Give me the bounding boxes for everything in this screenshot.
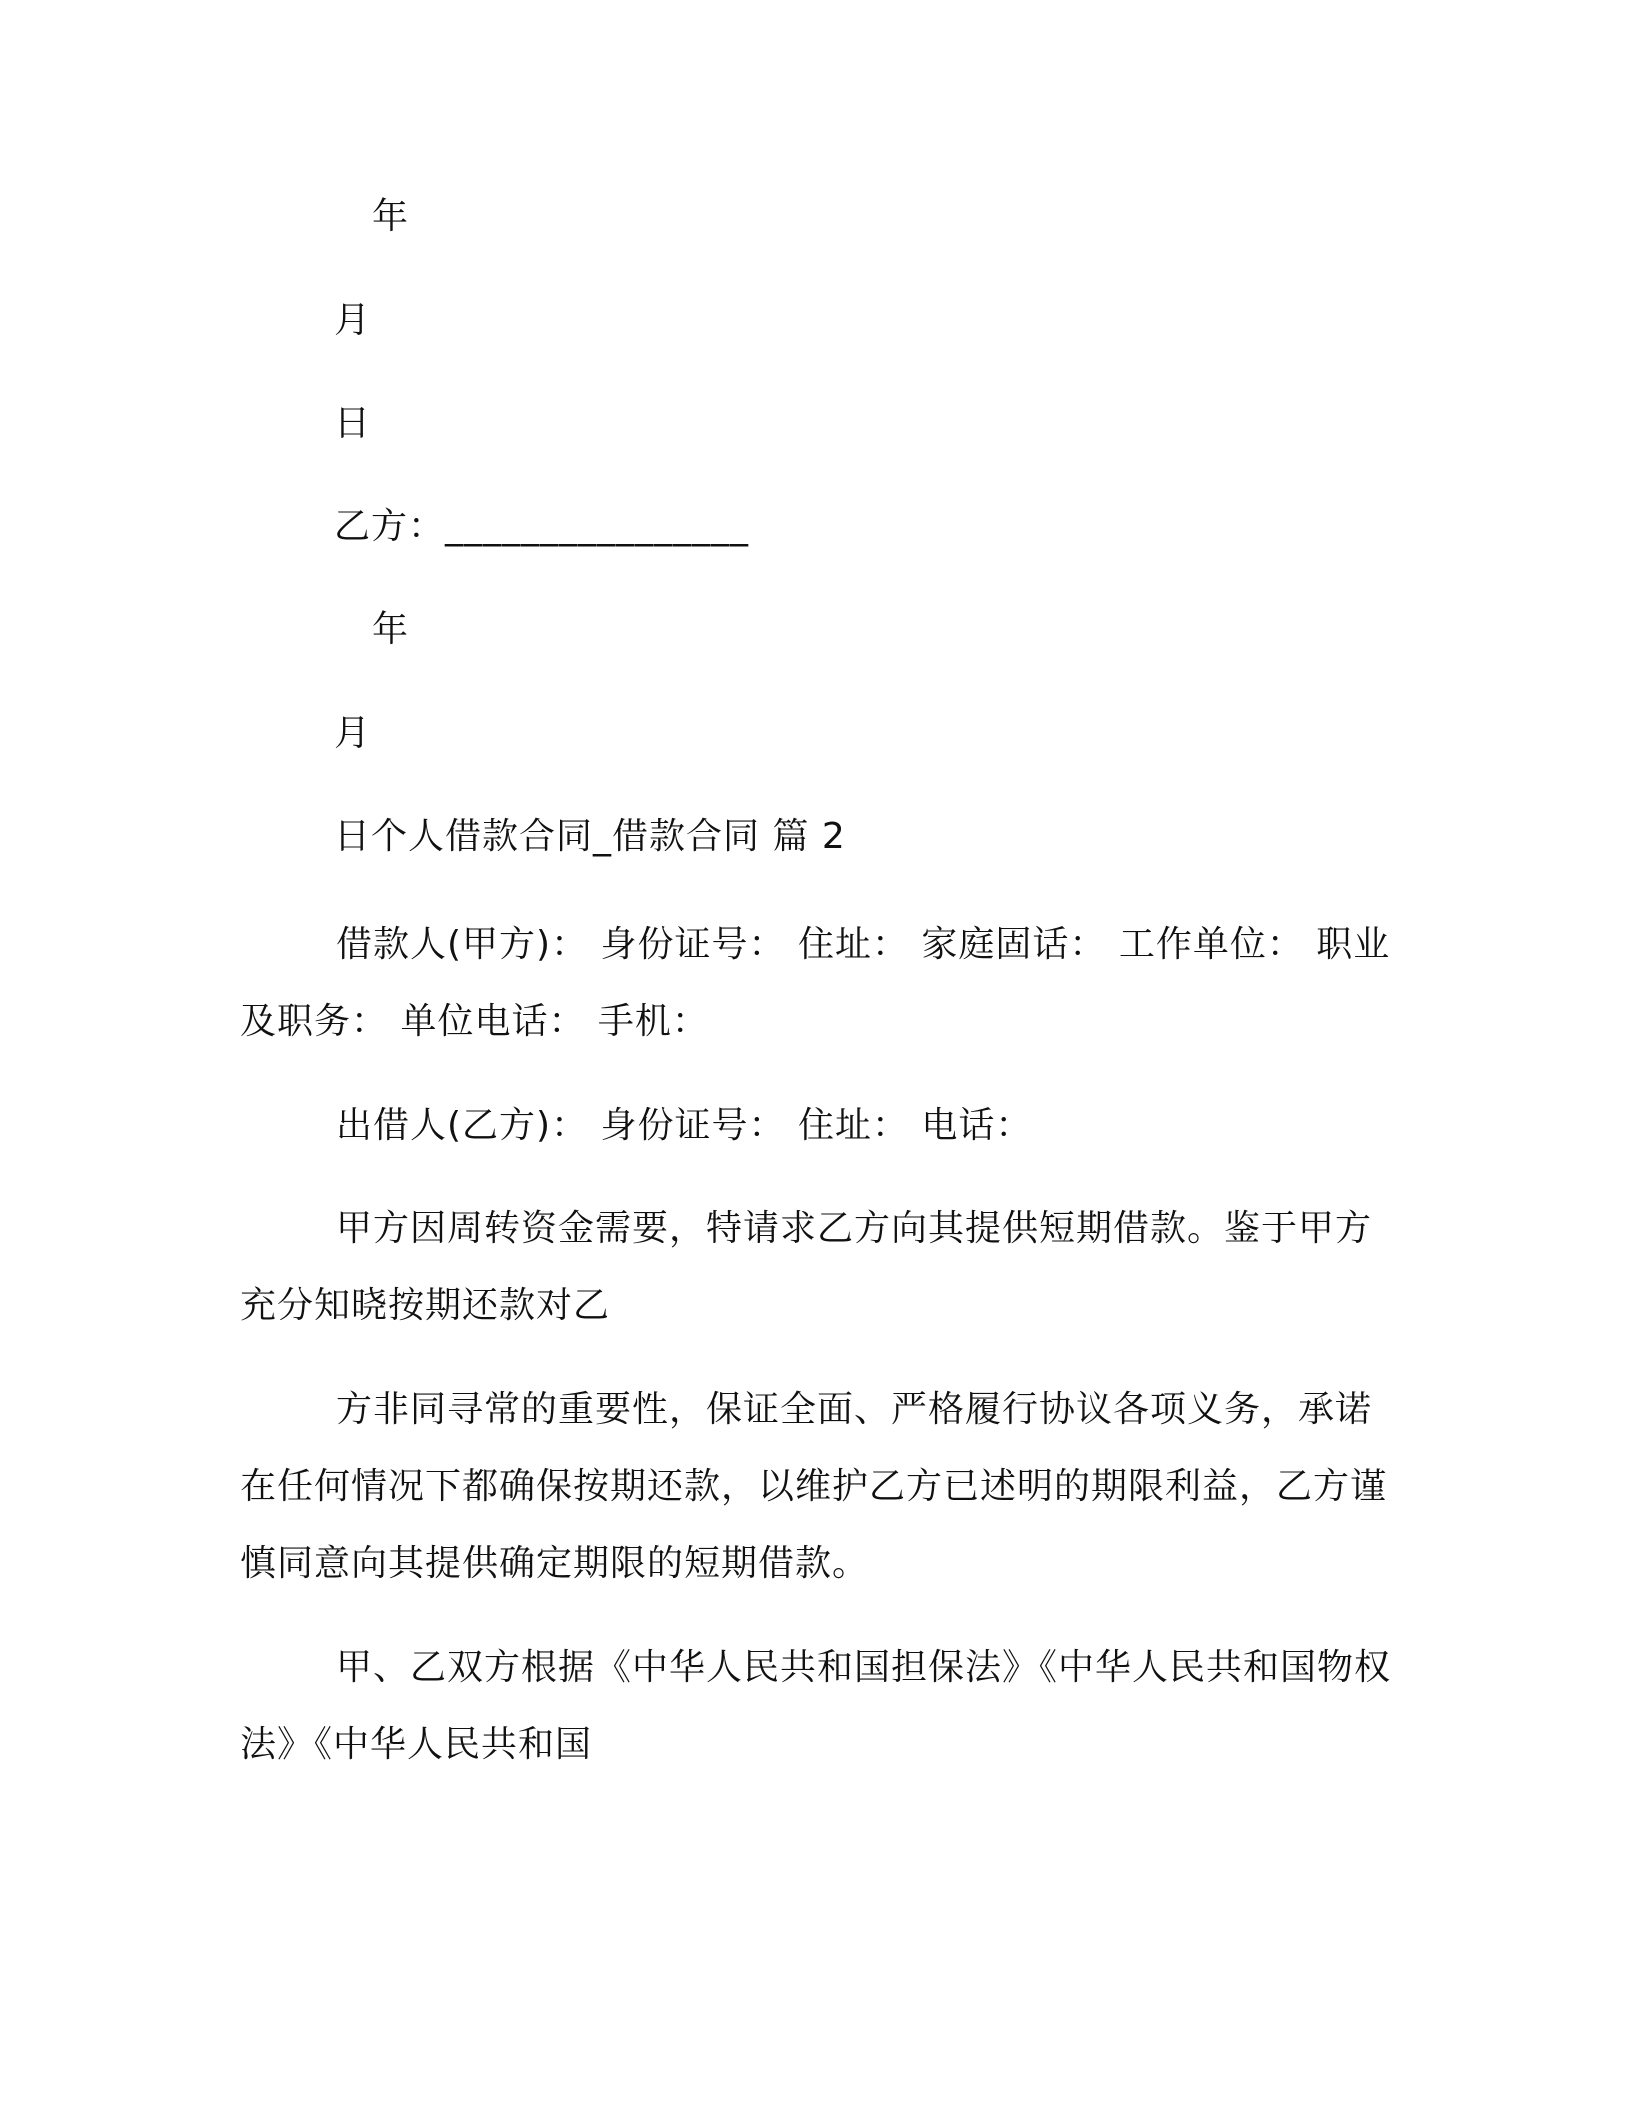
month-label-2: 月 (334, 713, 372, 754)
year-label-2: 年 (372, 609, 410, 650)
party-b-signature-line: 乙方：________________ (334, 506, 750, 547)
legal-basis-paragraph: 甲、乙双方根据《中华人民共和国担保法》《中华人民共和国物权法》《中华人民共和国 (240, 1647, 1392, 1765)
lender-info-paragraph: 出借人(乙方)： 身份证号： 住址： 电话： (336, 1105, 1033, 1146)
year-label-1: 年 (372, 196, 410, 237)
borrower-info-paragraph: 借款人(甲方)： 身份证号： 住址： 家庭固话： 工作单位： 职业及职务： 单位电话： 手机： (240, 924, 1391, 1042)
day-label-1: 日 (334, 403, 372, 444)
commitment-paragraph: 方非同寻常的重要性，保证全面、严格履行协议各项义务，承诺在任何情况下都确保按期还款，以维护乙方已述明的期限利益，乙方谨慎同意向其提供确定期限的短期借款。 (240, 1389, 1388, 1584)
section-heading: 日个人借款合同_借款合同 篇 2 (334, 816, 846, 857)
month-label-1: 月 (334, 300, 372, 341)
purpose-paragraph: 甲方因周转资金需要，特请求乙方向其提供短期借款。鉴于甲方充分知晓按期还款对乙 (240, 1208, 1373, 1326)
